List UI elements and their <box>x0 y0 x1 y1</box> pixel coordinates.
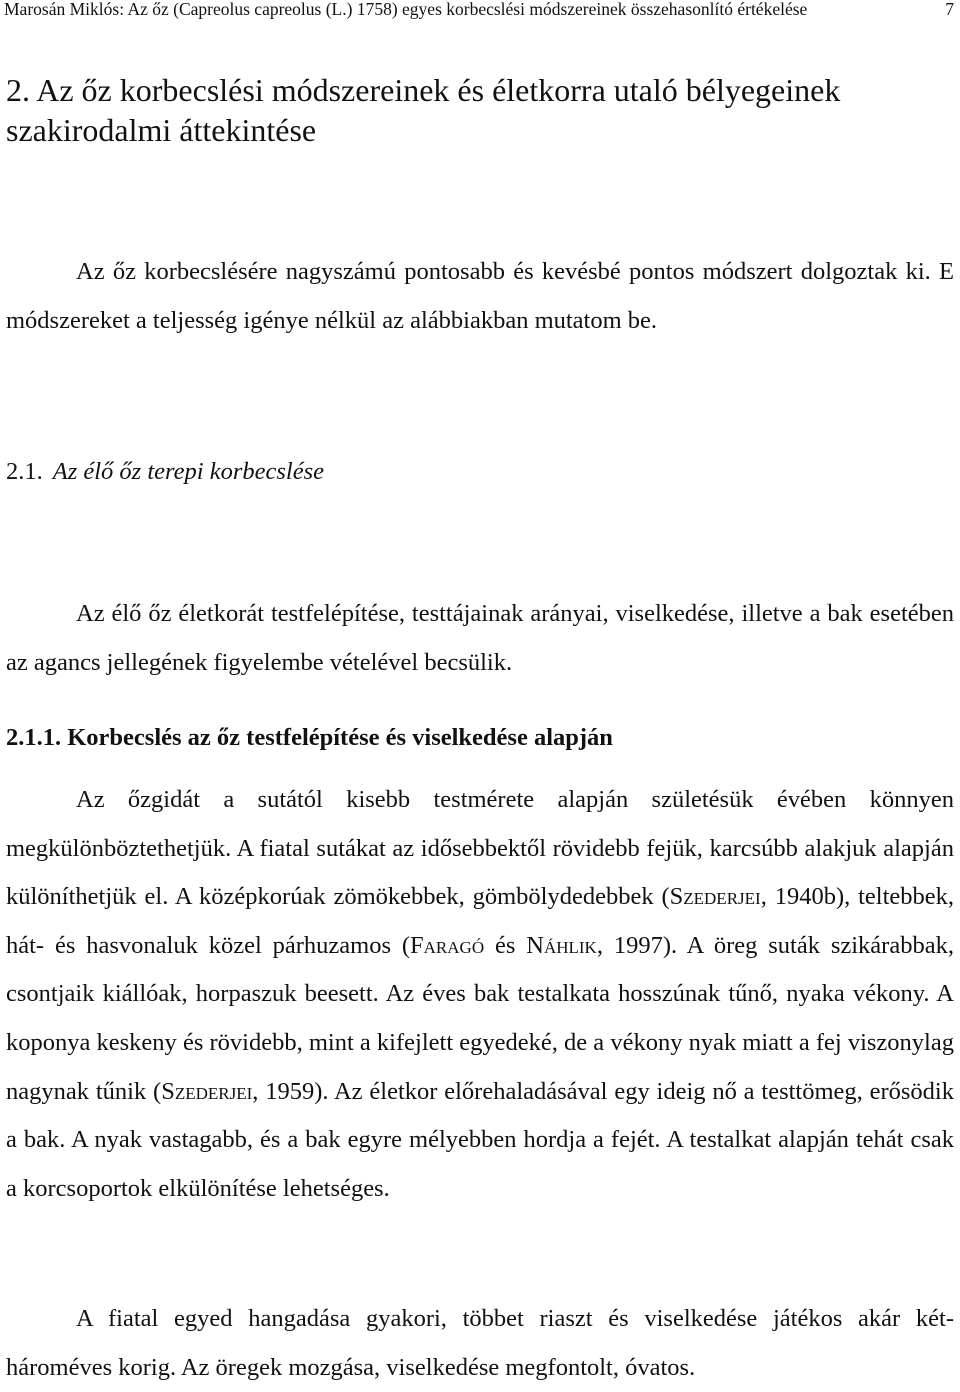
section-title: Az élő őz terepi korbecslése <box>52 458 324 485</box>
running-head-text: Marosán Miklós: Az őz (Capreolus capreolus (L.) 1758) egyes korbecslési módszereinek összehasonlító értékelése <box>4 0 808 19</box>
paragraph-text: , 1997). A öreg suták szikárabbak, csontjaik kiállóak, horpaszuk beesett. Az éves bak testalkata hosszúnak tűnő, nyaka vékony. A koponya keskeny és rövidebb, mint a kifejlett egyedeké, de a vékony nyak miatt a fej viszonylag nagynak tűnik ( <box>6 931 954 1105</box>
paragraph-intro: Az őz korbecslésére nagyszámú pontosabb és kevésbé pontos módszert dolgoztak ki. E módszereket a teljesség igénye nélkül az alábbiakban mutatom be. <box>6 258 954 334</box>
paragraph-live-roe-deer: Az élő őz életkorát testfelépítése, testtájainak arányai, viselkedése, illetve a bak esetében az agancs jellegének figyelembe vételével becsülik. <box>6 600 954 676</box>
paragraph-body-build <box>6 776 954 1213</box>
citation-author: Szederjei <box>669 883 761 911</box>
chapter-heading: 2. Az őz korbecslési módszereinek és életkorra utaló bélyegeinek szakirodalmi áttekintése <box>6 72 841 148</box>
paragraph-text: Az őzgidát a sutától kisebb testmérete alapján születésük évében könnyen megkülönböztethetjük. A fiatal sutákat az idősebbektől rövidebb fejük, karcsúbb alakjuk alapján különíthetjük el. A középkorúak zömökebbek, gömbölydedebbek ( <box>6 786 954 911</box>
paragraph-text: , 1959). Az életkor előrehaladásával egy ideig nő a testtömeg, erősödik a bak. A nyak vastagabb, és a bak egyre mélyebben hordja a fejét. A testalkat alapján tehát csak a korcsoportok elkülönítése lehetséges. <box>6 1077 954 1202</box>
page-number: 7 <box>945 0 954 19</box>
running-head <box>4 0 954 18</box>
section-heading-2-1 <box>6 456 956 488</box>
paragraph-text: és <box>484 931 527 959</box>
paragraph-behaviour: A fiatal egyed hangadása gyakori, többet riaszt és viselkedése játékos akár két-hároméves korig. Az öregek mozgása, viselkedése megfontolt, óvatos. <box>6 1305 954 1381</box>
citation-author: Faragó <box>410 931 485 959</box>
section-number: 2.1. <box>6 458 43 485</box>
citation-author: Náhlik <box>526 931 597 959</box>
citation-author: Szederjei <box>161 1077 253 1105</box>
paragraph-text: , 1940b), teltebbek, hát- és hasvonaluk közel párhuzamos ( <box>6 883 955 959</box>
subsection-heading-2-1-1: 2.1.1. Korbecslés az őz testfelépítése és viselkedése alapján <box>6 724 613 751</box>
